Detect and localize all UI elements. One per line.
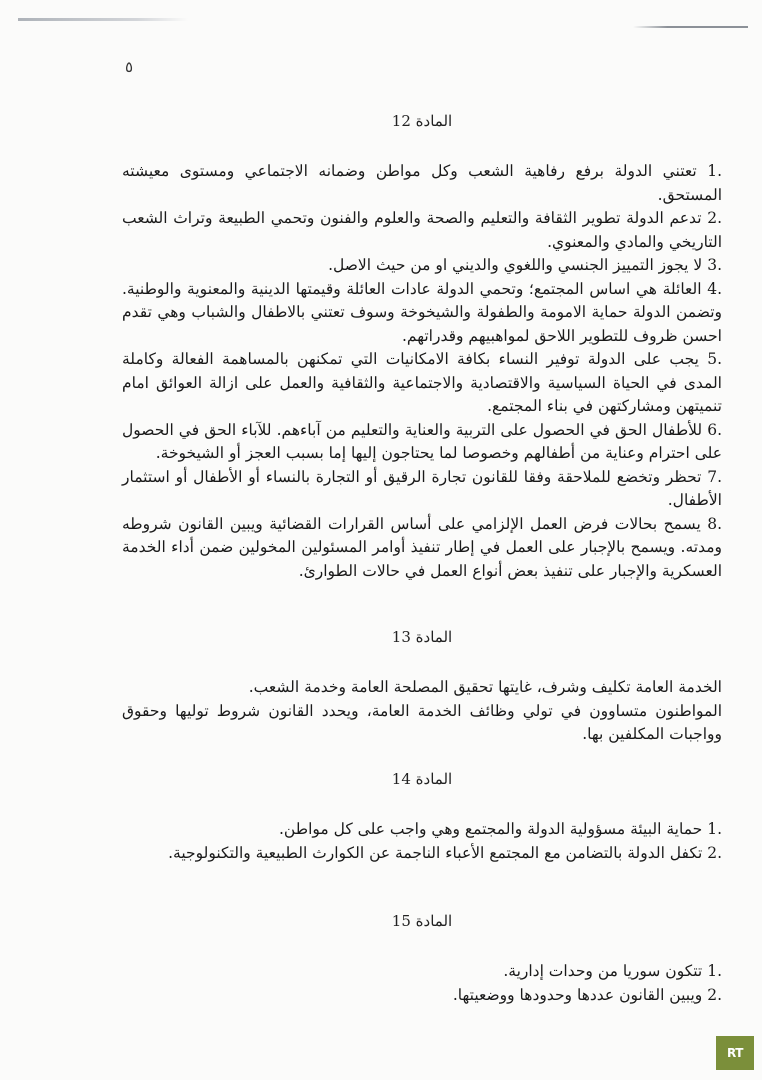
article-15-body bbox=[122, 960, 722, 1007]
rt-watermark-logo: RT bbox=[716, 1036, 754, 1070]
article-14-heading: المادة 14 bbox=[391, 770, 453, 788]
article-14-body bbox=[122, 818, 722, 865]
article-12-clause-4: .4 العائلة هي اساس المجتمع؛ وتحمي الدولة عادات العائلة وقيمتها الدينية والمعنوية والوطنية. وتضمن الدولة حماية الامومة والطفولة والشيخوخة وسوف تعتني بالاطفال والشباب وهي تقدم احسن ظروف للتطوير اللاحق لمواهبيهم وقدراتهم. bbox=[122, 279, 722, 345]
article-12-clause-7: .7 تحظر وتخضع للملاحقة وفقا للقانون تجارة الرقيق أو التجارة بالنساء أو الأطفال أو استثمار الأطفال. bbox=[122, 467, 722, 509]
article-12-clause-8: .8 يسمح بحالات فرض العمل الإلزامي على أساس القرارات القضائية ويبين القانون شروطه ومدته. ويسمح بالإجبار على العمل في إطار تنفيذ أوامر المسئولين المخولين ضمن أداء الخدمة العسكرية والإجبار على تنفيذ بعض أنواع العمل في حالات الطوارئ. bbox=[122, 514, 722, 580]
scan-artifact-top-right bbox=[633, 26, 748, 28]
article-12-clause-1: .1 تعتني الدولة برفع رفاهية الشعب وكل مواطن وضمانه الاجتماعي ومستوى معيشته المستحق. bbox=[122, 162, 722, 204]
article-12-clause-5: .5 يجب على الدولة توفير النساء بكافة الامكانيات التي تمكنهن بالمساهمة الفعالة وكاملة المدى في الحياة السياسية والاقتصادية والاجتماعية والثقافية والعمل على ازالة العوائق امام تنميتهن ومشاركتهن في بناء المجتمع. bbox=[122, 350, 722, 415]
article-12-body bbox=[122, 160, 722, 583]
article-15-clause-2: .2 ويبين القانون عددها وحدودها ووضعيتها. bbox=[452, 985, 722, 1004]
article-13-paragraph-2: المواطنون متساوون في تولي وظائف الخدمة العامة، ويحدد القانون شروط توليها وحقوق وواجبات المكلفين بها. bbox=[122, 701, 722, 743]
article-12-clause-3: .3 لا يجوز التمييز الجنسي واللغوي والديني او من حيث الاصل. bbox=[328, 256, 722, 274]
article-13-body bbox=[122, 676, 722, 747]
article-13-heading: المادة 13 bbox=[391, 628, 453, 646]
article-12-heading: المادة 12 bbox=[391, 112, 453, 130]
article-12-clause-6: .6 للأطفال الحق في الحصول على التربية والعناية والتعليم من آباءهم. للآباء الحق في الحصول على احترام وعناية من أطفالهم وخصوصا لما يحتاجون إليها إما بسبب العجز أو الشيخوخة. bbox=[122, 420, 722, 462]
article-13-paragraph-1: الخدمة العامة تكليف وشرف، غايتها تحقيق المصلحة العامة وخدمة الشعب. bbox=[248, 678, 722, 696]
scan-artifact-top-left bbox=[18, 18, 188, 21]
article-12-clause-2: .2 تدعم الدولة تطوير الثقافة والتعليم والصحة والعلوم والفنون وتحمي الطبيعة وتراث الشعب التاريخي والمادي والمعنوي. bbox=[122, 209, 722, 251]
article-15-clause-1: .1 تتكون سوريا من وحدات إدارية. bbox=[503, 962, 722, 980]
article-14-clause-2: .2 تكفل الدولة بالتضامن مع المجتمع الأعباء الناجمة عن الكوارث الطبيعية والتكنولوجية. bbox=[168, 843, 722, 862]
page-number: ٥ bbox=[125, 58, 134, 76]
article-15-heading: المادة 15 bbox=[391, 912, 453, 930]
article-14-clause-1: .1 حماية البيئة مسؤولية الدولة والمجتمع وهي واجب على كل مواطن. bbox=[279, 820, 722, 838]
